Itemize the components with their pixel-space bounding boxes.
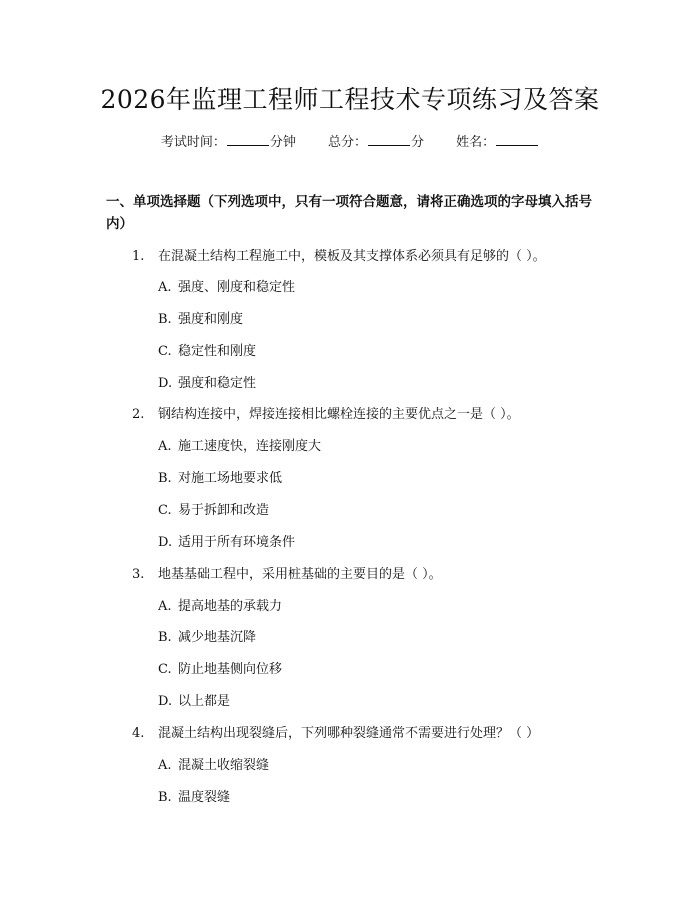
option-letter: C. (158, 344, 172, 359)
document-title: 2026年监理工程师工程技术专项练习及答案 (100, 85, 600, 114)
total-score (328, 135, 424, 150)
question-3-option-d (158, 690, 230, 709)
question-number: 3. (132, 567, 145, 582)
option-text: 强度和稳定性 (178, 376, 257, 391)
student-name-label: 姓名： (456, 135, 496, 150)
option-letter: D. (158, 694, 173, 709)
question-text: 地基基础工程中，采用桩基础的主要目的是（ ）。 (158, 567, 442, 582)
question-3-option-c (158, 658, 282, 677)
total-score-label: 总分： (327, 135, 367, 150)
option-text: 提高地基的承载力 (178, 599, 283, 614)
option-letter: A. (158, 599, 172, 614)
question-4-option-a (158, 754, 269, 773)
exam-time-unit: 分钟 (269, 135, 296, 150)
question-1-option-a (158, 276, 295, 295)
option-text: 施工速度快，连接刚度大 (178, 439, 322, 454)
question-1 (132, 245, 546, 264)
exam-time (161, 135, 296, 150)
option-text: 以上都是 (178, 694, 231, 709)
option-text: 对施工场地要求低 (178, 471, 283, 486)
option-text: 混凝土收缩裂缝 (178, 758, 270, 773)
option-text: 适用于所有环境条件 (178, 535, 296, 550)
question-number: 1. (132, 249, 145, 264)
option-text: 强度、刚度和稳定性 (178, 280, 296, 295)
option-text: 强度和刚度 (178, 312, 244, 327)
option-text: 稳定性和刚度 (178, 344, 257, 359)
question-1-option-d (158, 372, 256, 391)
question-4-option-b (158, 786, 230, 805)
question-4 (132, 722, 539, 741)
exam-info-line (0, 131, 700, 150)
question-text: 在混凝土结构工程施工中，模板及其支撑体系必须具有足够的（ ）。 (158, 249, 546, 264)
question-3-option-a (158, 595, 282, 614)
option-text: 减少地基沉降 (178, 630, 257, 645)
option-letter: A. (158, 280, 172, 295)
option-text: 易于拆卸和改造 (178, 503, 270, 518)
question-text: 钢结构连接中，焊接连接相比螺栓连接的主要优点之一是（ ）。 (158, 407, 520, 422)
question-1-option-b (158, 308, 243, 327)
option-letter: B. (158, 790, 172, 805)
question-2-option-b (158, 467, 282, 486)
student-name-blank (496, 133, 538, 146)
option-letter: D. (158, 376, 173, 391)
question-3-option-b (158, 626, 256, 645)
student-name (456, 135, 539, 150)
question-text: 混凝土结构出现裂缝后，下列哪种裂缝通常不需要进行处理？（ ） (158, 726, 540, 741)
question-2-option-d (158, 531, 295, 550)
total-score-unit: 分 (411, 135, 425, 150)
exam-time-blank (227, 133, 269, 146)
exam-time-label: 考试时间： (160, 135, 226, 150)
question-2 (132, 403, 520, 422)
section-heading: 一、单项选择题（下列选项中，只有一项符合题意，请将正确选项的字母填入括号内） (106, 194, 592, 232)
option-letter: C. (158, 662, 172, 677)
question-1-option-c (158, 340, 256, 359)
total-score-blank (368, 133, 410, 146)
question-2-option-a (158, 435, 321, 454)
option-letter: C. (158, 503, 172, 518)
option-letter: A. (158, 758, 172, 773)
question-number: 2. (132, 407, 145, 422)
option-text: 防止地基侧向位移 (178, 662, 283, 677)
option-letter: B. (158, 312, 172, 327)
question-3 (132, 563, 442, 582)
question-2-option-c (158, 499, 269, 518)
option-letter: B. (158, 630, 172, 645)
option-letter: B. (158, 471, 172, 486)
option-text: 温度裂缝 (178, 790, 231, 805)
question-number: 4. (132, 726, 145, 741)
option-letter: D. (158, 535, 173, 550)
option-letter: A. (158, 439, 172, 454)
